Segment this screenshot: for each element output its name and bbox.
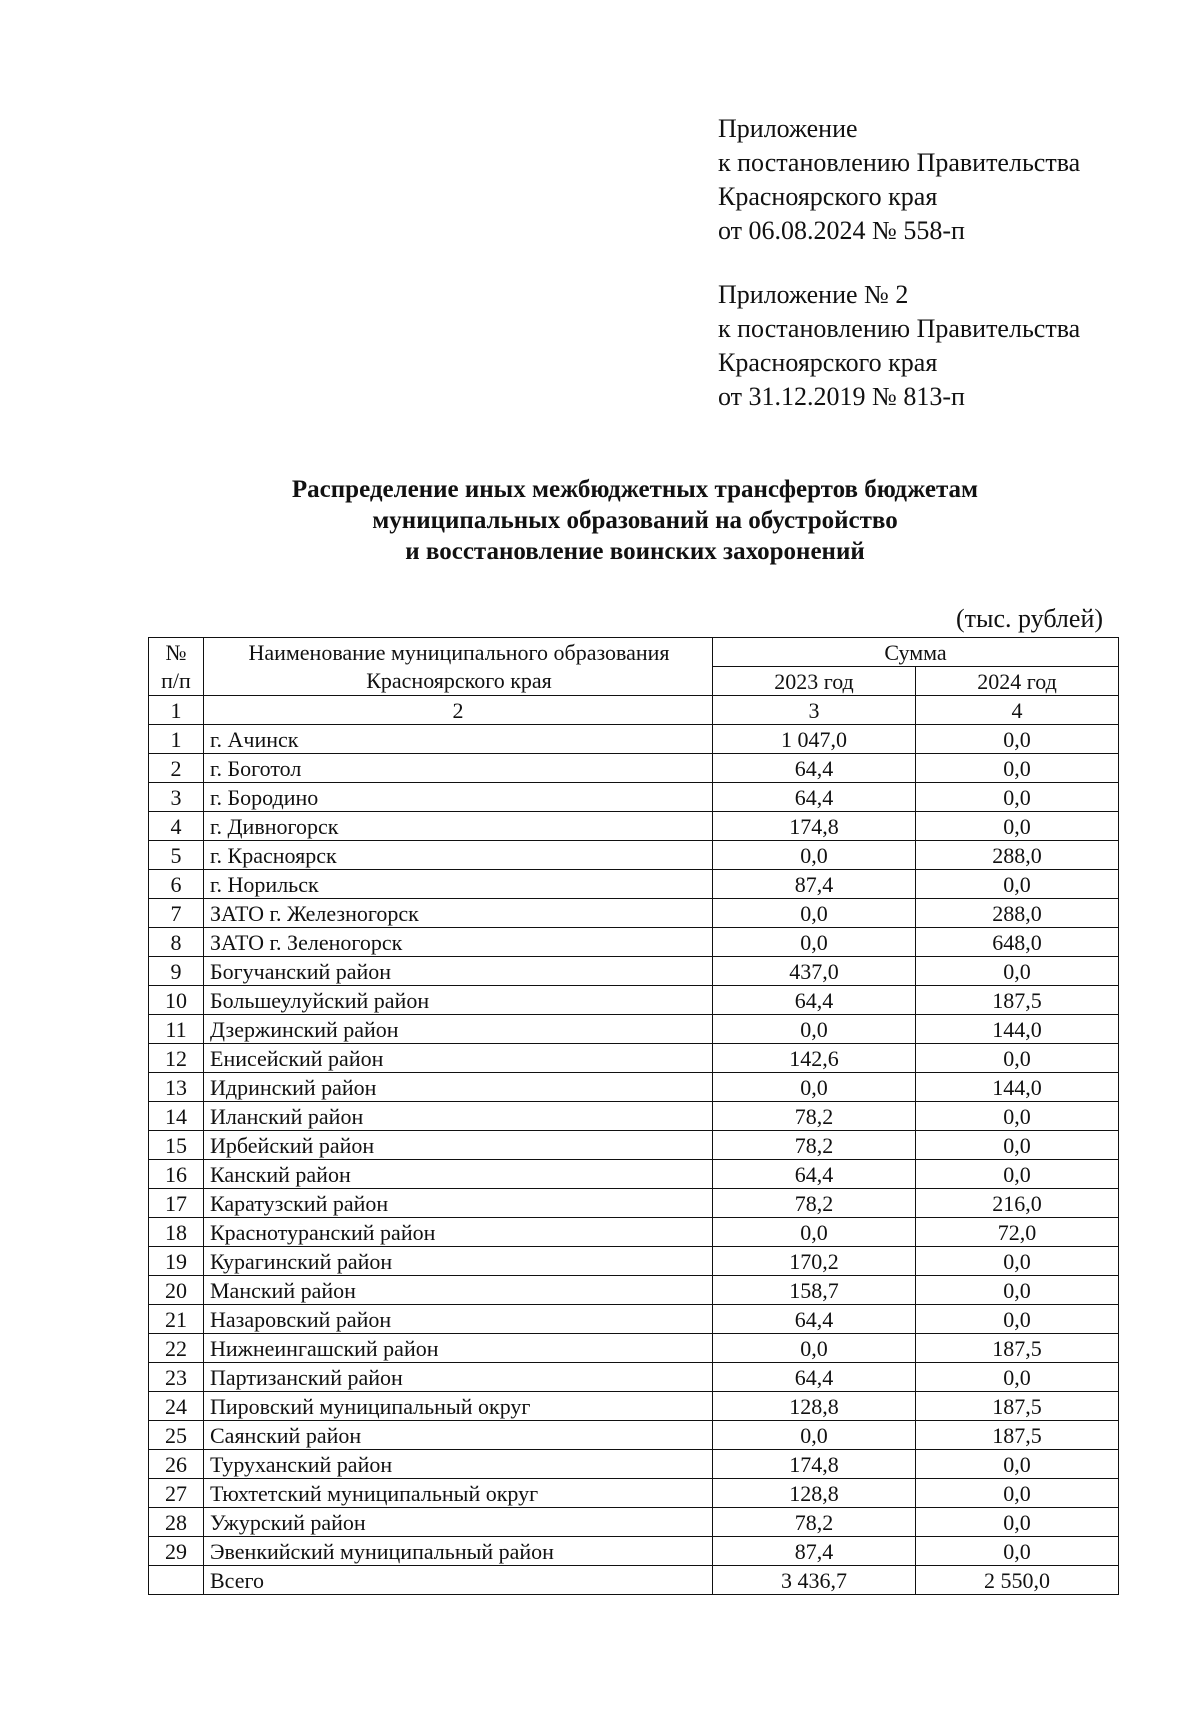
appendix-original-line: Приложение № 2 xyxy=(718,280,909,309)
table-row xyxy=(149,1334,1119,1363)
row-number: 21 xyxy=(149,1305,204,1334)
municipality-name: Каратузский район xyxy=(204,1189,713,1218)
amount-2023: 64,4 xyxy=(713,1160,916,1189)
amount-2024: 0,0 xyxy=(916,1479,1119,1508)
amount-2024: 0,0 xyxy=(916,1160,1119,1189)
amount-2024: 0,0 xyxy=(916,1131,1119,1160)
municipality-name: Ужурский район xyxy=(204,1508,713,1537)
appendix-original-block xyxy=(718,278,1080,414)
amount-2023: 64,4 xyxy=(713,754,916,783)
row-number: 23 xyxy=(149,1363,204,1392)
table-body xyxy=(149,725,1119,1595)
amount-2023: 1 047,0 xyxy=(713,725,916,754)
document-title-line: и восстановление воинских захоронений xyxy=(405,538,865,565)
table-row xyxy=(149,1276,1119,1305)
municipality-name: г. Красноярск xyxy=(204,841,713,870)
municipality-name: г. Ачинск xyxy=(204,725,713,754)
amount-2023: 128,8 xyxy=(713,1479,916,1508)
header-sum: Сумма xyxy=(713,638,1119,667)
document-title-line: Распределение иных межбюджетных трансфертов бюджетам xyxy=(291,476,979,503)
amount-2023: 0,0 xyxy=(713,1015,916,1044)
table-row xyxy=(149,1218,1119,1247)
amount-2024: 0,0 xyxy=(916,1450,1119,1479)
amount-2023: 64,4 xyxy=(713,1363,916,1392)
table-row xyxy=(149,841,1119,870)
amount-2023: 0,0 xyxy=(713,1334,916,1363)
amount-2024: 0,0 xyxy=(916,754,1119,783)
row-number: 7 xyxy=(149,899,204,928)
table-row xyxy=(149,1537,1119,1566)
amount-2023: 78,2 xyxy=(713,1102,916,1131)
appendix-current-line: Красноярского края xyxy=(718,182,938,211)
table-row xyxy=(149,928,1119,957)
amount-2023: 158,7 xyxy=(713,1276,916,1305)
appendix-original-line: Красноярского края xyxy=(718,348,938,377)
table-row xyxy=(149,754,1119,783)
municipality-name: Эвенкийский муниципальный район xyxy=(204,1537,713,1566)
amount-2024: 648,0 xyxy=(916,928,1119,957)
row-number: 24 xyxy=(149,1392,204,1421)
municipality-name: Курагинский район xyxy=(204,1247,713,1276)
amount-2023: 0,0 xyxy=(713,841,916,870)
table-row xyxy=(149,870,1119,899)
amount-2023: 87,4 xyxy=(713,1537,916,1566)
municipality-name: Нижнеингашский район xyxy=(204,1334,713,1363)
row-number: 26 xyxy=(149,1450,204,1479)
amount-2023: 437,0 xyxy=(713,957,916,986)
document-title xyxy=(0,474,1200,567)
amount-2024: 72,0 xyxy=(916,1218,1119,1247)
municipality-name: Манский район xyxy=(204,1276,713,1305)
table-row xyxy=(149,899,1119,928)
table-row xyxy=(149,1189,1119,1218)
amount-2023: 64,4 xyxy=(713,1305,916,1334)
row-number: 6 xyxy=(149,870,204,899)
municipality-name: Назаровский район xyxy=(204,1305,713,1334)
row-number: 9 xyxy=(149,957,204,986)
municipality-name: Тюхтетский муниципальный округ xyxy=(204,1479,713,1508)
amount-2024: 187,5 xyxy=(916,1334,1119,1363)
header-year-2024: 2024 год xyxy=(916,667,1119,696)
table-row xyxy=(149,1421,1119,1450)
row-number: 18 xyxy=(149,1218,204,1247)
row-number: 3 xyxy=(149,783,204,812)
table-row xyxy=(149,957,1119,986)
row-number: 2 xyxy=(149,754,204,783)
amount-2024: 144,0 xyxy=(916,1073,1119,1102)
municipality-name: Партизанский район xyxy=(204,1363,713,1392)
appendix-original-line: от 31.12.2019 № 813-п xyxy=(718,382,965,411)
amount-2023: 174,8 xyxy=(713,1450,916,1479)
amount-2024: 0,0 xyxy=(916,1247,1119,1276)
amount-2024: 187,5 xyxy=(916,986,1119,1015)
municipality-name: ЗАТО г. Зеленогорск xyxy=(204,928,713,957)
amount-2024: 0,0 xyxy=(916,725,1119,754)
column-number: 4 xyxy=(916,696,1119,725)
amount-2024: 0,0 xyxy=(916,1305,1119,1334)
municipality-name: Иланский район xyxy=(204,1102,713,1131)
total-2024: 2 550,0 xyxy=(916,1566,1119,1595)
amount-2023: 64,4 xyxy=(713,783,916,812)
table-row xyxy=(149,1131,1119,1160)
table-row xyxy=(149,1015,1119,1044)
amount-2024: 0,0 xyxy=(916,1363,1119,1392)
municipality-name: г. Боготол xyxy=(204,754,713,783)
table-row xyxy=(149,812,1119,841)
amount-2024: 187,5 xyxy=(916,1421,1119,1450)
amount-2024: 0,0 xyxy=(916,1102,1119,1131)
amount-2024: 0,0 xyxy=(916,957,1119,986)
column-number: 3 xyxy=(713,696,916,725)
table-row xyxy=(149,1247,1119,1276)
municipality-name: Енисейский район xyxy=(204,1044,713,1073)
table-header-row xyxy=(149,667,1119,696)
row-number: 19 xyxy=(149,1247,204,1276)
table-row xyxy=(149,1363,1119,1392)
row-number: 11 xyxy=(149,1015,204,1044)
amount-2024: 187,5 xyxy=(916,1392,1119,1421)
municipality-name: Саянский район xyxy=(204,1421,713,1450)
table-row xyxy=(149,1073,1119,1102)
municipality-name: г. Дивногорск xyxy=(204,812,713,841)
row-number: 8 xyxy=(149,928,204,957)
amount-2023: 64,4 xyxy=(713,986,916,1015)
amount-2023: 78,2 xyxy=(713,1508,916,1537)
table-row xyxy=(149,1160,1119,1189)
row-number: 4 xyxy=(149,812,204,841)
appendix-current-line: от 06.08.2024 № 558-п xyxy=(718,216,965,245)
municipality-name: Пировский муниципальный округ xyxy=(204,1392,713,1421)
table-row xyxy=(149,986,1119,1015)
total-2023: 3 436,7 xyxy=(713,1566,916,1595)
appendix-current-line: Приложение xyxy=(718,114,858,143)
amount-2023: 78,2 xyxy=(713,1189,916,1218)
total-number xyxy=(149,1566,204,1595)
table-row xyxy=(149,725,1119,754)
appendix-current-line: к постановлению Правительства xyxy=(718,148,1081,177)
amount-2023: 0,0 xyxy=(713,1421,916,1450)
row-number: 28 xyxy=(149,1508,204,1537)
row-number: 12 xyxy=(149,1044,204,1073)
municipality-name: Богучанский район xyxy=(204,957,713,986)
municipality-name: г. Норильск xyxy=(204,870,713,899)
row-number: 5 xyxy=(149,841,204,870)
amount-2024: 216,0 xyxy=(916,1189,1119,1218)
municipality-name: Дзержинский район xyxy=(204,1015,713,1044)
table-row xyxy=(149,1044,1119,1073)
table-row xyxy=(149,1102,1119,1131)
municipality-name: Туруханский район xyxy=(204,1450,713,1479)
amount-2023: 0,0 xyxy=(713,899,916,928)
appendix-original-line: к постановлению Правительства xyxy=(718,314,1081,343)
amount-2024: 0,0 xyxy=(916,783,1119,812)
amount-2023: 0,0 xyxy=(713,1073,916,1102)
table-row xyxy=(149,1450,1119,1479)
row-number: 25 xyxy=(149,1421,204,1450)
amount-2024: 0,0 xyxy=(916,1508,1119,1537)
header-num-bottom: п/п xyxy=(149,667,204,696)
row-number: 17 xyxy=(149,1189,204,1218)
amount-2023: 170,2 xyxy=(713,1247,916,1276)
municipality-name: Идринский район xyxy=(204,1073,713,1102)
table-row xyxy=(149,1479,1119,1508)
table-header-row xyxy=(149,638,1119,667)
column-number: 1 xyxy=(149,696,204,725)
amount-2024: 0,0 xyxy=(916,812,1119,841)
header-num-top: № xyxy=(149,638,204,667)
amount-2024: 144,0 xyxy=(916,1015,1119,1044)
row-number: 14 xyxy=(149,1102,204,1131)
amount-2023: 174,8 xyxy=(713,812,916,841)
amount-2024: 0,0 xyxy=(916,870,1119,899)
row-number: 13 xyxy=(149,1073,204,1102)
row-number: 22 xyxy=(149,1334,204,1363)
municipality-name: г. Бородино xyxy=(204,783,713,812)
column-number: 2 xyxy=(204,696,713,725)
amount-2024: 288,0 xyxy=(916,899,1119,928)
row-number: 16 xyxy=(149,1160,204,1189)
units-label: (тыс. рублей) xyxy=(956,604,1104,633)
row-number: 1 xyxy=(149,725,204,754)
amount-2023: 128,8 xyxy=(713,1392,916,1421)
amount-2023: 78,2 xyxy=(713,1131,916,1160)
appendix-current-block xyxy=(718,112,1080,248)
amount-2024: 0,0 xyxy=(916,1276,1119,1305)
amount-2023: 87,4 xyxy=(713,870,916,899)
row-number: 20 xyxy=(149,1276,204,1305)
total-row xyxy=(149,1566,1119,1595)
amount-2024: 0,0 xyxy=(916,1044,1119,1073)
column-number-row xyxy=(149,696,1119,725)
distribution-table xyxy=(148,637,1119,1595)
municipality-name: Краснотуранский район xyxy=(204,1218,713,1247)
municipality-name: ЗАТО г. Железногорск xyxy=(204,899,713,928)
row-number: 15 xyxy=(149,1131,204,1160)
amount-2023: 0,0 xyxy=(713,1218,916,1247)
municipality-name: Канский район xyxy=(204,1160,713,1189)
document-title-line: муниципальных образований на обустройство xyxy=(372,507,898,534)
amount-2023: 0,0 xyxy=(713,928,916,957)
header-name-top: Наименование муниципального образования xyxy=(204,638,713,667)
amount-2024: 288,0 xyxy=(916,841,1119,870)
municipality-name: Большеулуйский район xyxy=(204,986,713,1015)
table-row xyxy=(149,1392,1119,1421)
row-number: 29 xyxy=(149,1537,204,1566)
table-row xyxy=(149,1305,1119,1334)
row-number: 10 xyxy=(149,986,204,1015)
amount-2024: 0,0 xyxy=(916,1537,1119,1566)
table-row xyxy=(149,783,1119,812)
table-row xyxy=(149,1508,1119,1537)
total-label: Всего xyxy=(204,1566,713,1595)
row-number: 27 xyxy=(149,1479,204,1508)
header-name-bottom: Красноярского края xyxy=(204,667,713,696)
municipality-name: Ирбейский район xyxy=(204,1131,713,1160)
header-year-2023: 2023 год xyxy=(713,667,916,696)
amount-2023: 142,6 xyxy=(713,1044,916,1073)
